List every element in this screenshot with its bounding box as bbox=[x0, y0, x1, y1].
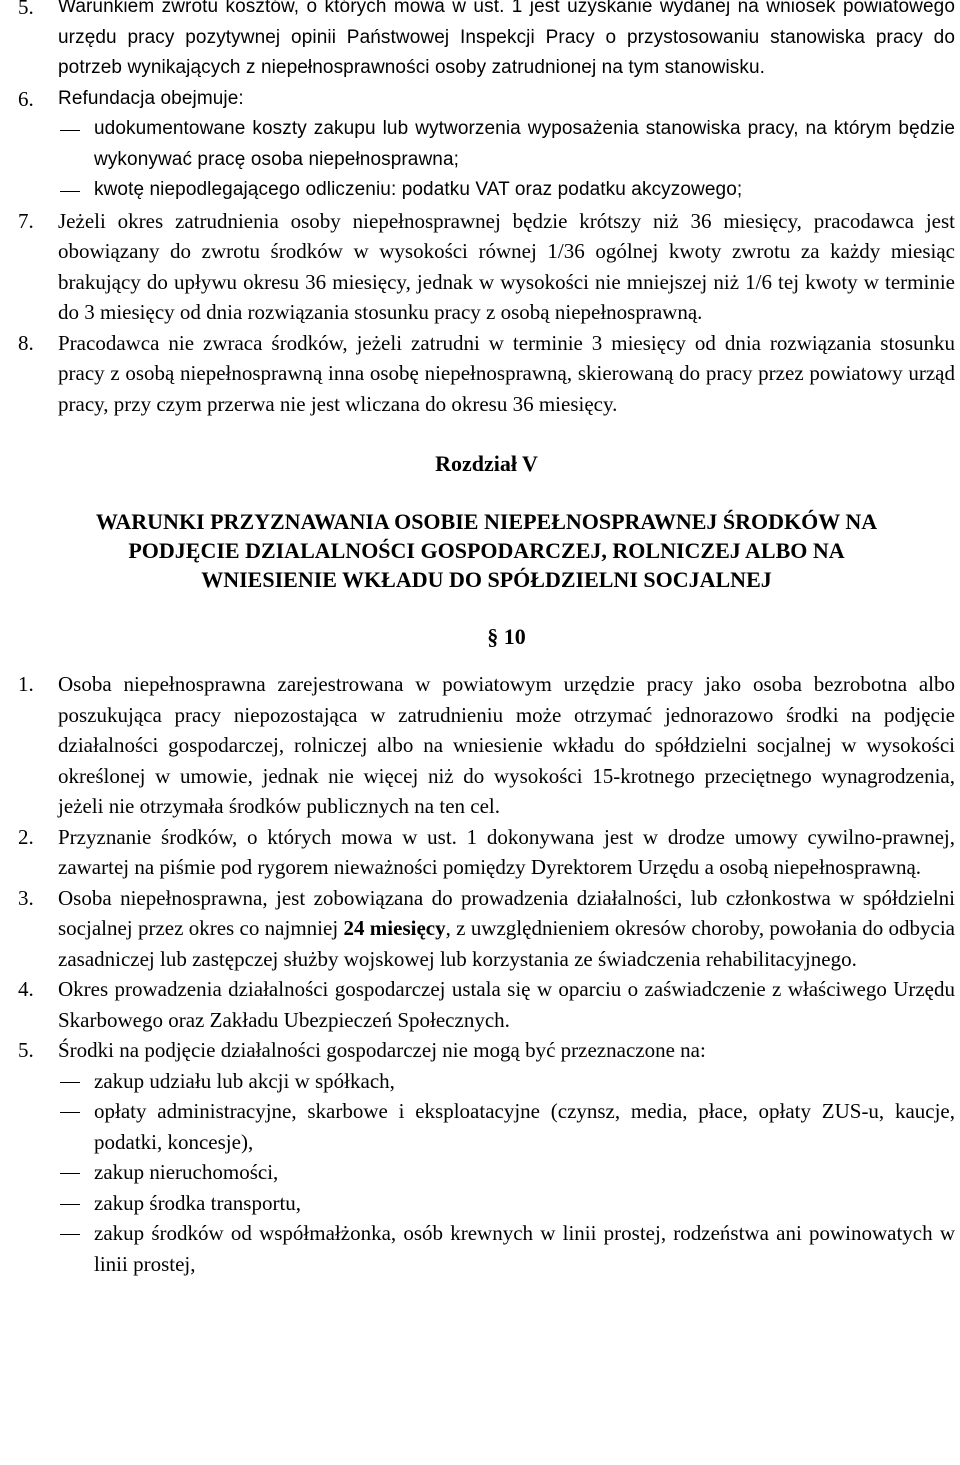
paragraph-number: § 10 bbox=[487, 623, 526, 649]
dash-list-item bbox=[18, 1066, 955, 1097]
item-text: Okres prowadzenia działalności gospodarczej ustala się w oparciu o zaświadczenie z właściwego Urzędu Skarbowego oraz Zakładu Ubezpieczeń Społecznych. bbox=[58, 977, 955, 1032]
dash-marker bbox=[58, 1218, 94, 1279]
item-number: 2. bbox=[18, 824, 34, 849]
list-item bbox=[18, 1035, 955, 1066]
item-text-part: , z uwzględnieniem okresów choroby, powołania do odbycia zasadniczej lub zastępczej służby wojskowej lub korzystania ze świadczenia rehabilitacyjnego. bbox=[58, 916, 956, 971]
item-number: 5. bbox=[18, 0, 34, 19]
document-page bbox=[18, 0, 955, 1279]
item-text bbox=[58, 883, 955, 975]
item-number: 3. bbox=[18, 885, 34, 910]
item-text: Warunkiem zwrotu kosztów, o których mowa w ust. 1 jest uzyskanie wydanej na wniosek powiatowego urzędu pracy pozytywnej opinii Państwowej Inspekcji Pracy o przystosowaniu stanowiska pracy do potrzeb wynikających z niepełnosprawności osoby zatrudnionej na tym stanowisku. bbox=[58, 0, 955, 78]
list-item bbox=[18, 974, 955, 1035]
item-number: 7. bbox=[18, 208, 34, 233]
item-text-part: Osoba niepełnosprawna, jest zobowiązana do prowadzenia działalności, lub członkostwa w spółdzielni socjalnej przez okres co najmniej bbox=[58, 885, 955, 940]
dash-list-item bbox=[18, 1188, 955, 1219]
dash-item-text: zakup nieruchomości, bbox=[94, 1160, 279, 1184]
chapter-heading bbox=[18, 507, 955, 594]
dash-item-text: udokumentowane koszty zakupu lub wytworzenia wyposażenia stanowiska pracy, na którym będzie wykonywać pracę osoba niepełnosprawna; bbox=[94, 118, 955, 170]
dash-item-text: kwotę niepodlegającego odliczeniu: podatku VAT oraz podatku akcyzowego; bbox=[94, 179, 743, 200]
dash-item-text: zakup środków od współmałżonka, osób krewnych w linii prostej, rodzeństwa ani powinowatych w linii prostej, bbox=[94, 1221, 955, 1276]
dash-marker bbox=[58, 1157, 94, 1188]
item-text: Przyznanie środków, o których mowa w ust. 1 dokonywana jest w drodze umowy cywilno-prawnej, zawartej na piśmie pod rygorem nieważności pomiędzy Dyrektorem Urzędu a osobą niepełnosprawną. bbox=[58, 824, 955, 879]
list-item bbox=[18, 669, 955, 822]
dash-marker bbox=[58, 1066, 94, 1097]
dash-marker bbox=[58, 1188, 94, 1219]
item-number: 5. bbox=[18, 1038, 34, 1062]
list-item bbox=[18, 328, 955, 420]
list-item bbox=[18, 822, 955, 883]
chapter-heading-line: PODJĘCIE DZIALALNOŚCI GOSPODARCZEJ, ROLNICZEJ ALBO NA bbox=[128, 537, 845, 563]
chapter-heading-line: WARUNKI PRZYZNAWANIA OSOBIE NIEPEŁNOSPRAWNEJ ŚRODKÓW NA bbox=[95, 508, 878, 534]
chapter-heading-line: WNIESIENIE WKŁADU DO SPÓŁDZIELNI SOCJALNEJ bbox=[201, 566, 772, 592]
item-text: Osoba niepełnosprawna zarejestrowana w powiatowym urzędzie pracy jako osoba bezrobotna albo poszukująca pracy niepozostająca w zatrudnieniu może otrzymać jednorazowo środki na podjęcie działalności gospodarczej, rolniczej albo na wniesienie wkładu do spółdzielni socjalnej w wysokości określonej w umowie, jednak nie więcej niż do wysokości 15-krotnego przeciętnego wynagrodzenia, jeżeli nie otrzymała środków publicznych na ten cel. bbox=[58, 672, 955, 818]
list-item bbox=[18, 84, 955, 115]
item-number: 6. bbox=[18, 86, 34, 111]
dash-list-item bbox=[18, 1096, 955, 1157]
dash-item-text: zakup środka transportu, bbox=[94, 1190, 302, 1215]
item-text: Jeżeli okres zatrudnienia osoby niepełnosprawnej będzie krótszy niż 36 miesięcy, pracodawca jest obowiązany do zwrotu środków w wysokości równej 1/36 ogólnej kwoty zwrotu za każdy miesiąc brakujący do upływu okresu 36 miesięcy, jednak w wysokości nie mniejszej niż 1/6 tej kwoty w terminie do 3 miesięcy od dnia rozwiązania stosunku pracy z osobą niepełnosprawną. bbox=[58, 208, 955, 324]
dash-marker bbox=[58, 1096, 94, 1157]
item-number: 4. bbox=[18, 977, 34, 1001]
dash-item-text: opłaty administracyjne, skarbowe i eksploatacyjne (czynsz, media, płace, opłaty ZUS-u, kaucje, podatki, koncesje), bbox=[94, 1099, 955, 1154]
dash-list-item bbox=[18, 175, 955, 206]
item-text: Pracodawca nie zwraca środków, jeżeli zatrudni w terminie 3 miesięcy od dnia rozwiązania stosunku pracy z osobą niepełnosprawną inna osobę niepełnosprawną, skierowaną do pracy przez powiatowy urząd pracy, przy czym przerwa nie jest wliczana do okresu 36 miesięcy. bbox=[58, 330, 955, 416]
dash-list-item bbox=[18, 1157, 955, 1188]
dash-marker bbox=[58, 114, 94, 175]
chapter-title: Rozdział V bbox=[435, 451, 538, 476]
list-item bbox=[18, 883, 955, 975]
item-text: Refundacja obejmuje: bbox=[58, 87, 244, 109]
dash-list-item bbox=[18, 1218, 955, 1279]
list-item bbox=[18, 206, 955, 328]
item-number: 1. bbox=[18, 672, 34, 696]
list-item bbox=[18, 0, 955, 84]
dash-item-text: zakup udziału lub akcji w spółkach, bbox=[94, 1068, 395, 1093]
dash-marker bbox=[58, 175, 94, 206]
item-text: Środki na podjęcie działalności gospodarczej nie mogą być przeznaczone na: bbox=[58, 1038, 706, 1062]
item-number: 8. bbox=[18, 330, 34, 355]
item-text-bold: 24 miesięcy bbox=[343, 916, 446, 940]
dash-list-item bbox=[18, 114, 955, 175]
